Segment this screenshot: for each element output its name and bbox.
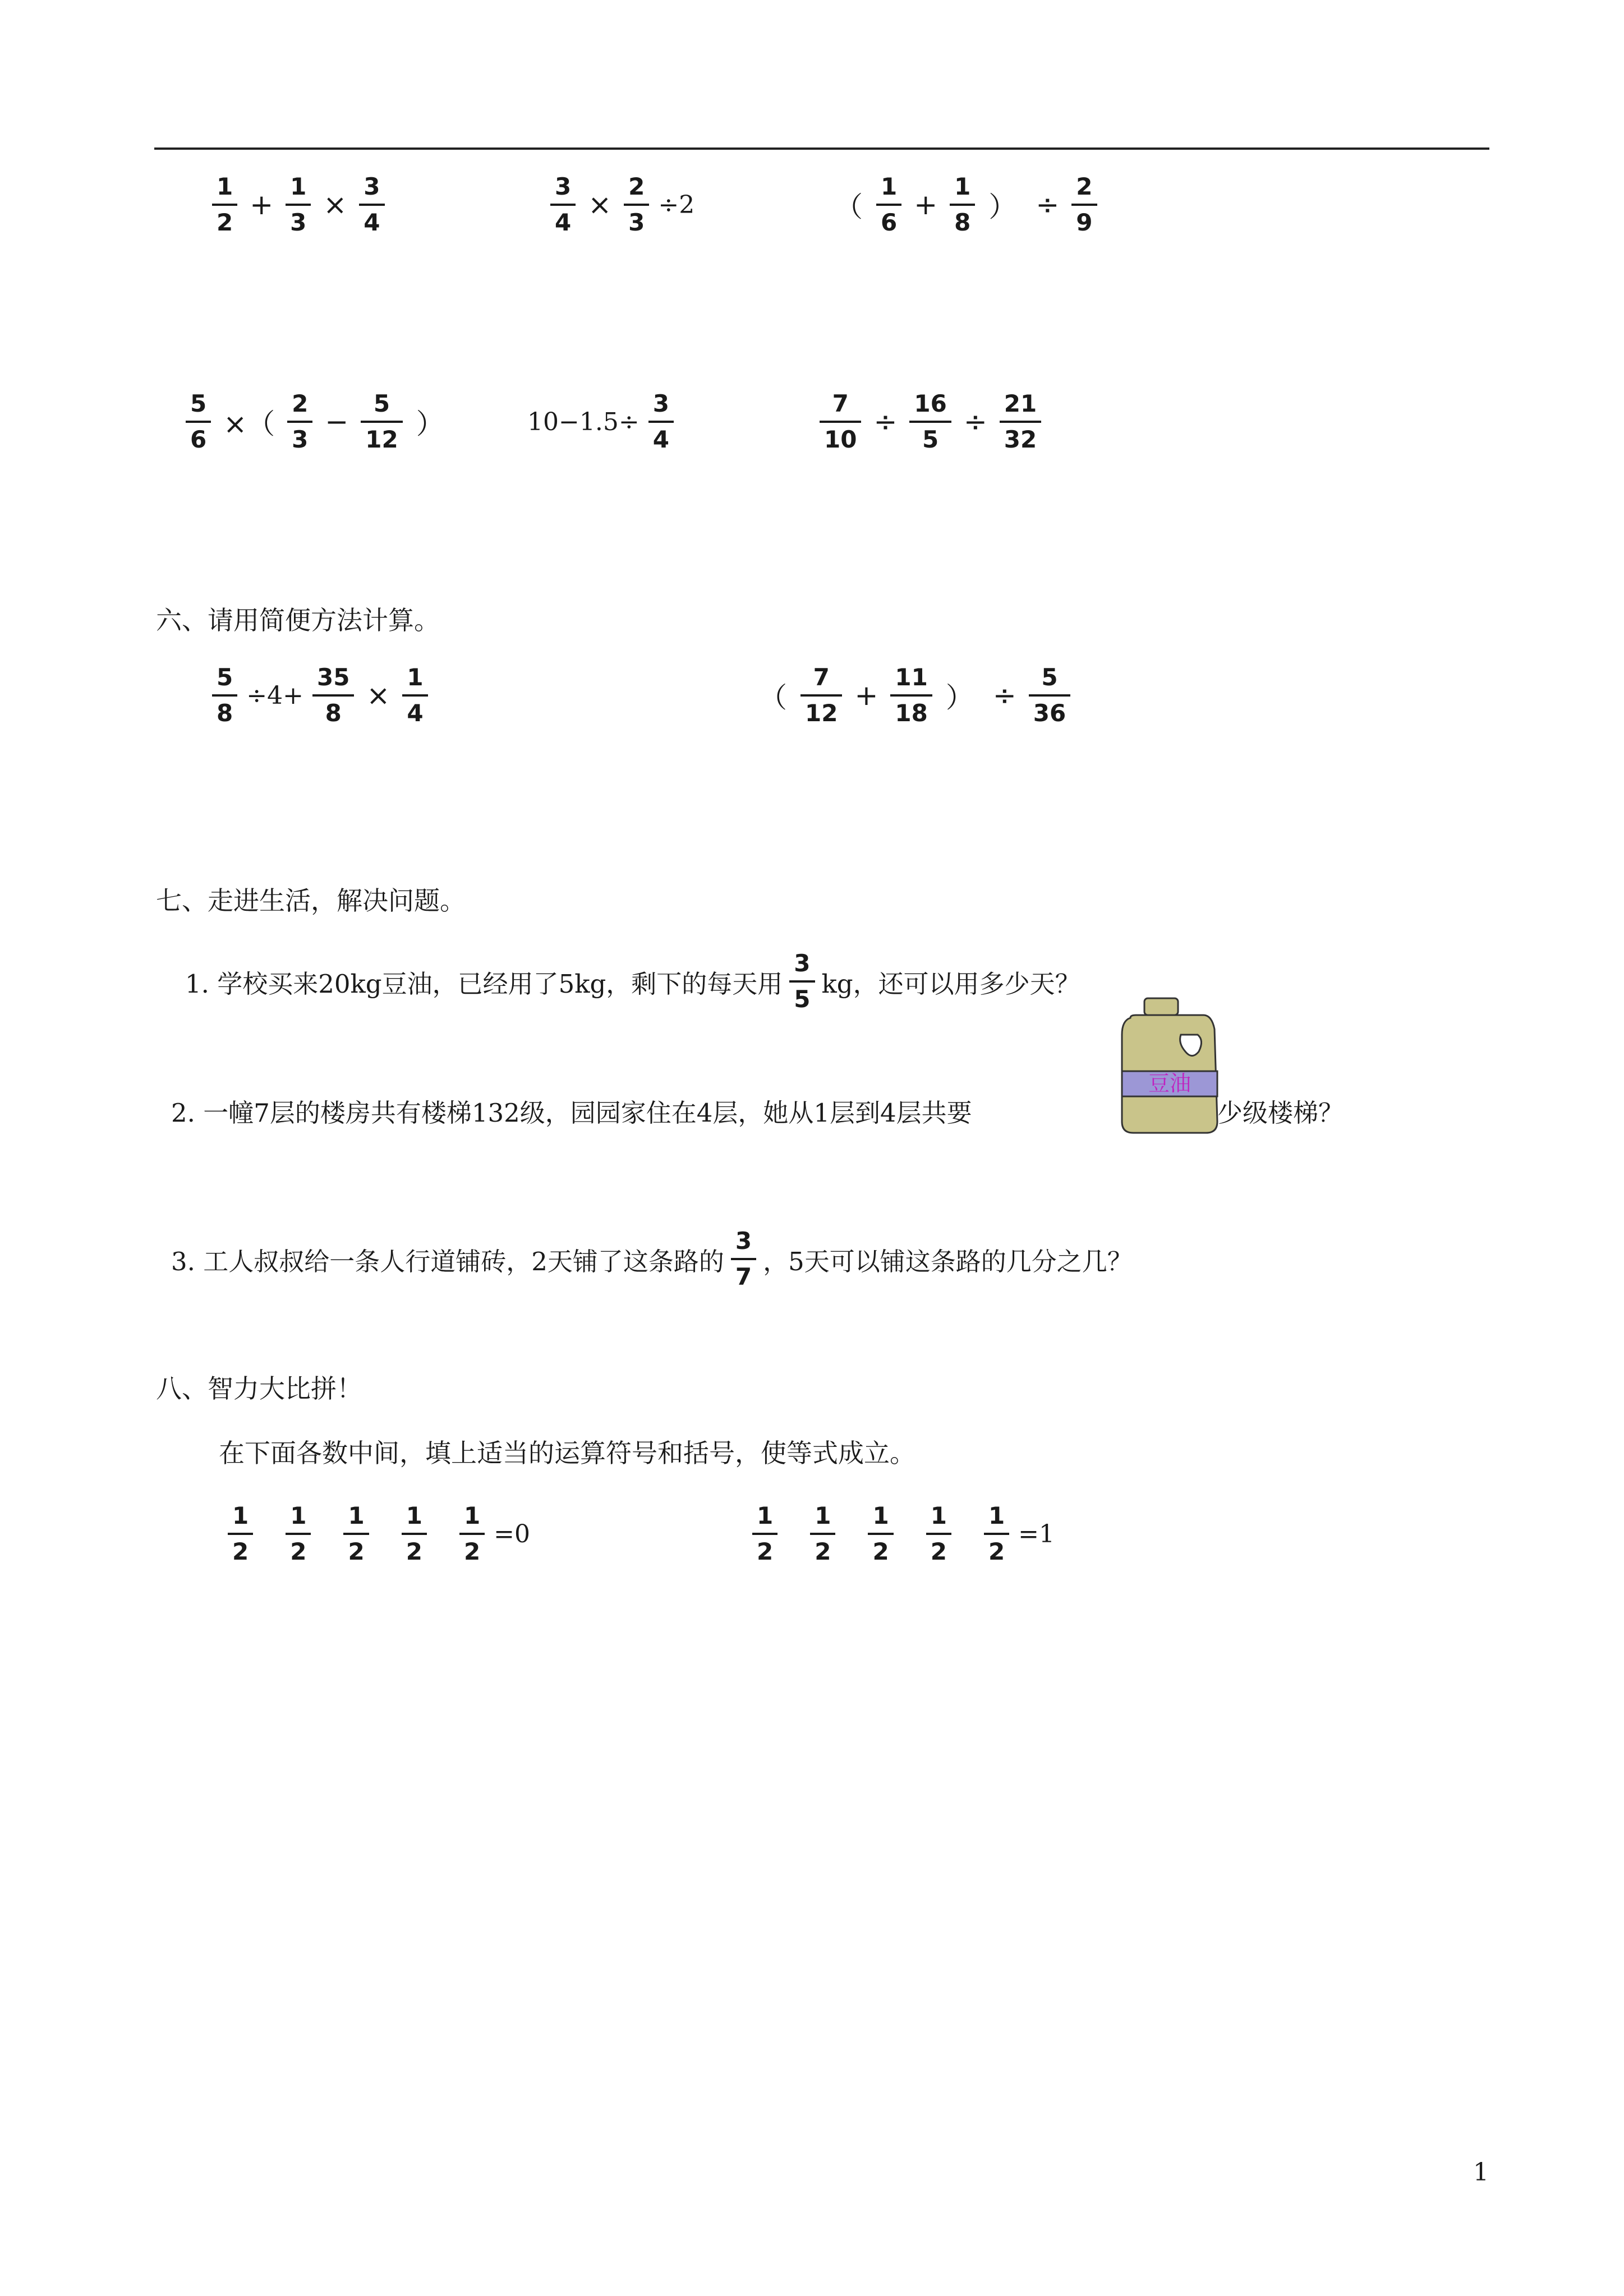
fraction: $\frac{3}{5}$: [789, 952, 815, 1011]
fraction: $\frac{21}{32}$: [1000, 392, 1041, 451]
expr-6-2: [749, 651, 1074, 740]
operator-text: ÷2: [658, 190, 695, 219]
fraction: $\frac{1}{4}$: [402, 666, 427, 725]
question-2: [171, 1068, 972, 1152]
section-7-title: 七、走进生活，解决问题。: [156, 886, 466, 916]
operator: ×: [588, 188, 612, 221]
section-8-instruction: 在下面各数中间，填上适当的运算符号和括号，使等式成立。: [219, 1438, 915, 1468]
question-text: ，5天可以铺这条路的几分之几？: [763, 1246, 1133, 1276]
operator-text: ÷4+: [246, 681, 303, 710]
result-text: =1: [1018, 1519, 1055, 1548]
fraction: $\frac{11}{18}$: [890, 666, 932, 725]
operator: ÷: [963, 405, 987, 438]
header-rule: [154, 147, 1489, 150]
fraction: $\frac{3}{4}$: [648, 392, 674, 451]
operator: +: [854, 679, 878, 712]
fraction: $\frac{2}{3}$: [287, 392, 312, 451]
fraction: $\frac{5}{6}$: [186, 392, 211, 451]
fraction: $\frac{7}{12}$: [801, 666, 842, 725]
fraction: $\frac{1}{2}$: [926, 1504, 951, 1564]
expr-2-3: [816, 377, 1045, 467]
fraction: $\frac{2}{3}$: [624, 175, 649, 234]
fraction: $\frac{7}{10}$: [820, 392, 861, 451]
section-8-title: 八、智力大比拼！: [156, 1373, 362, 1404]
question-text: kg，还可以用多少天？: [821, 969, 1080, 999]
operator: ×（: [223, 408, 275, 440]
question-2-tail: [1217, 1068, 1344, 1152]
fraction: $\frac{1}{2}$: [984, 1504, 1009, 1564]
question-text: 少级楼梯？: [1217, 1098, 1344, 1128]
fraction: $\frac{1}{2}$: [752, 1504, 778, 1564]
fraction: $\frac{1}{2}$: [402, 1504, 427, 1564]
operator: ÷: [992, 679, 1016, 712]
fraction: $\frac{1}{2}$: [228, 1504, 253, 1564]
paren: ）: [988, 191, 1017, 223]
expr-1-3: [825, 160, 1101, 250]
fraction: $\frac{3}{4}$: [359, 175, 384, 234]
fraction: $\frac{1}{2}$: [212, 175, 237, 234]
operator: −: [325, 405, 349, 438]
fraction: $\frac{1}{2}$: [343, 1504, 369, 1564]
question-text: 2. 一幢7层的楼房共有楼梯132级，园园家住在4层，她从1层到4层共要: [171, 1098, 972, 1128]
paren: （: [835, 191, 863, 223]
puzzle-2: [749, 1489, 1060, 1579]
paren: （: [759, 681, 787, 714]
fraction: $\frac{5}{12}$: [361, 392, 402, 451]
operator: ÷: [873, 405, 898, 438]
fraction: $\frac{5}{8}$: [212, 666, 237, 725]
section-6-title: 六、请用简便方法计算。: [156, 605, 440, 635]
operator: ×: [366, 679, 390, 712]
operator: +: [914, 188, 938, 221]
expr-1-2: [547, 160, 700, 250]
operator-text: 10−1.5÷: [527, 407, 640, 436]
operator: ÷: [1036, 188, 1060, 221]
fraction: $\frac{1}{6}$: [876, 175, 901, 234]
fraction: $\frac{1}{2}$: [810, 1504, 835, 1564]
paren: ）: [945, 681, 974, 714]
question-text: 3. 工人叔叔给一条人行道铺砖，2天铺了这条路的: [171, 1246, 724, 1276]
fraction: $\frac{3}{7}$: [731, 1229, 756, 1289]
operator: ×: [323, 188, 347, 221]
operator: +: [250, 188, 274, 221]
result-text: =0: [494, 1519, 531, 1548]
question-3: [171, 1217, 1133, 1301]
fraction: $\frac{3}{4}$: [550, 175, 576, 234]
question-1: [185, 939, 1080, 1023]
bottle-label: 豆油: [1148, 1071, 1191, 1096]
fraction: $\frac{35}{8}$: [312, 666, 354, 725]
expr-2-1: [182, 377, 454, 467]
fraction: $\frac{16}{5}$: [909, 392, 951, 451]
fraction: $\frac{1}{2}$: [286, 1504, 311, 1564]
fraction: $\frac{1}{2}$: [459, 1504, 485, 1564]
puzzle-1: [224, 1489, 536, 1579]
fraction: $\frac{5}{36}$: [1029, 666, 1070, 725]
fraction: $\frac{1}{8}$: [950, 175, 975, 234]
fraction: $\frac{2}{9}$: [1071, 175, 1097, 234]
oil-bottle-icon: [1114, 995, 1226, 1136]
question-text: 1. 学校买来20kg豆油，已经用了5kg，剩下的每天用: [185, 969, 783, 999]
expr-2-2: [522, 377, 677, 467]
paren: ）: [416, 408, 444, 440]
fraction: $\frac{1}{3}$: [286, 175, 311, 234]
fraction: $\frac{1}{2}$: [868, 1504, 893, 1564]
expr-1-1: [209, 160, 388, 250]
expr-6-1: [209, 651, 431, 740]
page-number: 1: [1473, 2158, 1489, 2187]
